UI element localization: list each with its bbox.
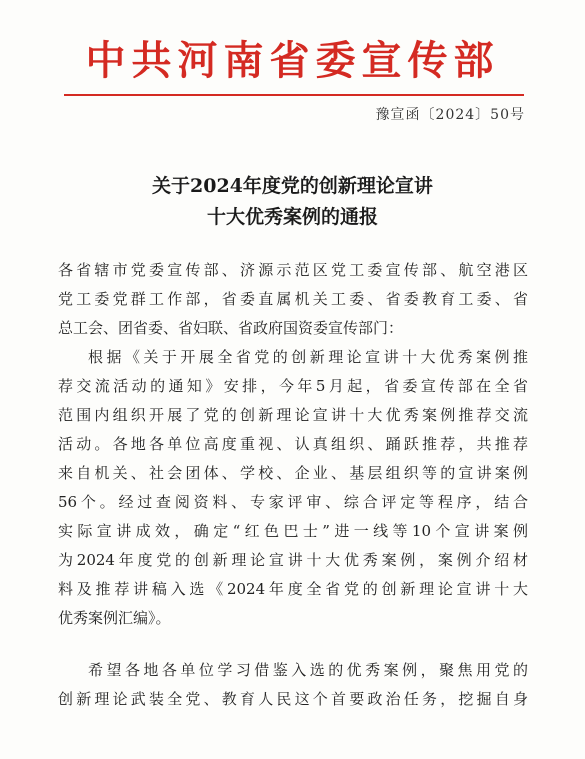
addressee-line: 党工委党群工作部，省委直属机关工委、省委教育工委、省 xyxy=(58,290,528,308)
paragraph-line: 来自机关、社会团体、学校、企业、基层组织等的宣讲案例 xyxy=(58,464,528,482)
masthead-org-name: 中共河南省委宣传部 xyxy=(85,37,500,84)
document-title-line-2: 十大优秀案例的通报 xyxy=(206,206,378,228)
paragraph-line: 创新理论武装全党、教育人民这个首要政治任务，挖掘自身 xyxy=(58,690,528,708)
paragraph-line: 料及推荐讲稿入选《2024年度全省党的创新理论宣讲十大 xyxy=(58,580,528,598)
document-number: 豫宣函〔2024〕50号 xyxy=(375,107,525,123)
paragraph-line: 实际宣讲成效，确定“红色巴士”进一线等10个宣讲案例 xyxy=(58,522,528,540)
addressee-line: 各省辖市党委宣传部、济源示范区党工委宣传部、航空港区 xyxy=(58,261,528,279)
paragraph-line: 根据《关于开展全省党的创新理论宣讲十大优秀案例推 xyxy=(88,348,528,366)
paragraph-line: 范围内组织开展了党的创新理论宣讲十大优秀案例推荐交流 xyxy=(58,406,528,424)
masthead-red-rule xyxy=(64,94,524,96)
addressee-line: 总工会、团省委、省妇联、省政府国资委宣传部门： xyxy=(58,319,404,337)
paragraph-line: 活动。各地各单位高度重视、认真组织、踊跃推荐，共推荐 xyxy=(58,435,528,453)
paragraph-line: 为2024年度党的创新理论宣讲十大优秀案例，案例介绍材 xyxy=(58,551,528,569)
paragraph-line: 优秀案例汇编》。 xyxy=(58,609,171,627)
paragraph-line: 56个。经过查阅资料、专家评审、综合评定等程序，结合 xyxy=(58,493,528,511)
paragraph-line: 荐交流活动的通知》安排，今年5月起，省委宣传部在全省 xyxy=(58,377,528,395)
document-title-line-1: 关于2024年度党的创新理论宣讲 xyxy=(152,175,433,197)
paragraph-line: 希望各地各单位学习借鉴入选的优秀案例，聚焦用党的 xyxy=(88,661,528,679)
